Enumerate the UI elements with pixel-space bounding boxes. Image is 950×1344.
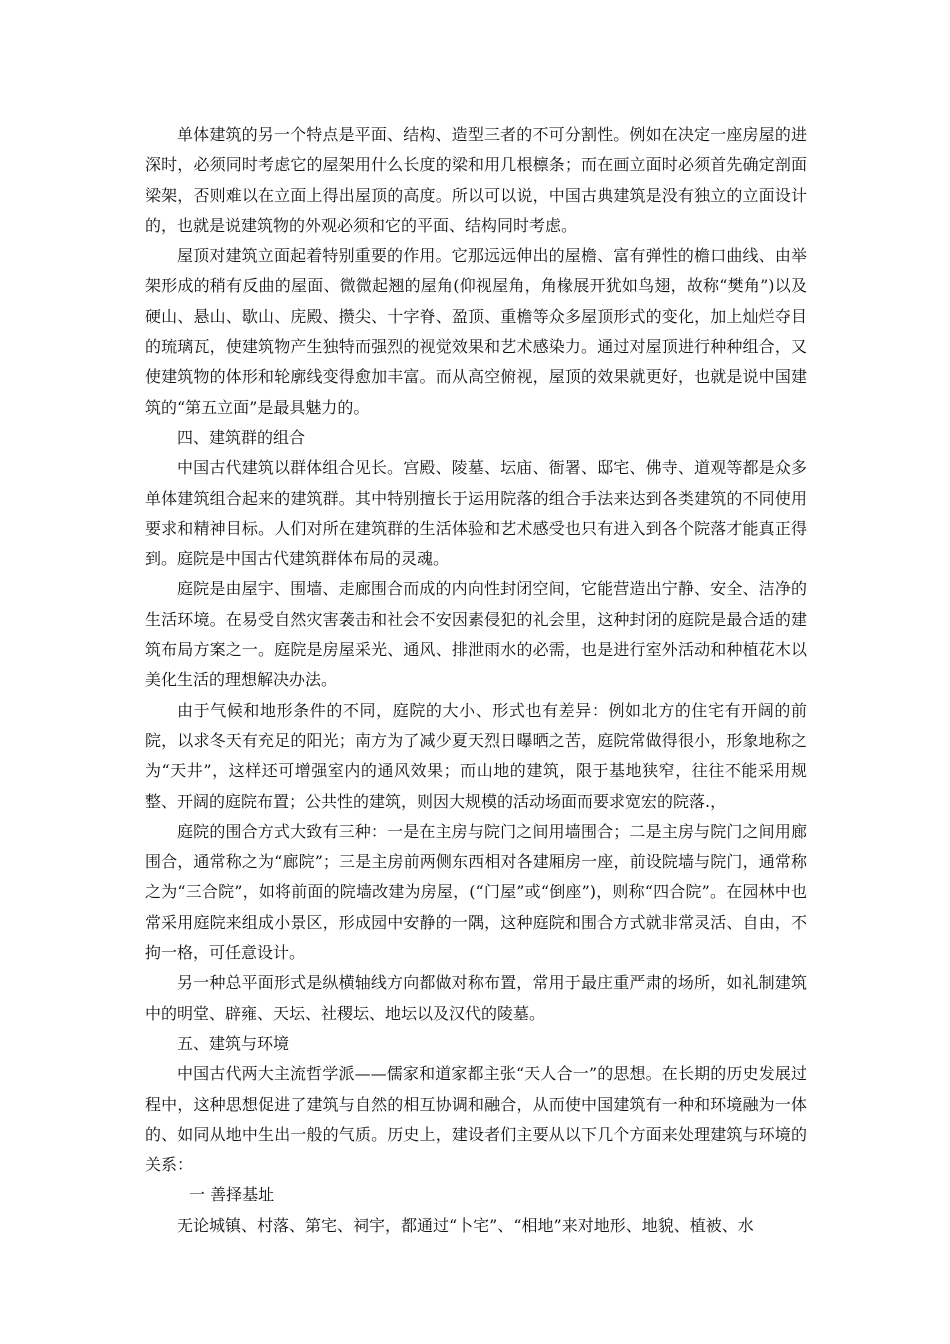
paragraph-harmony-philosophy: 中国古代两大主流哲学派——儒家和道家都主张“天人合一”的思想。在长期的历史发展过程中，这种思想促进了建筑与自然的相互协调和融合，从而使中国建筑有一种和环境融为一体的、如同从地中生出一般的气质。历史上，建设者们主要从以下几个方面来处理建筑与环境的关系： (145, 1064, 807, 1175)
paragraph-roof-role: 屋顶对建筑立面起着特别重要的作用。它那远远伸出的屋檐、富有弹性的檐口曲线、由举架形成的稍有反曲的屋面、微微起翘的屋角(仰视屋角，角椽展开犹如鸟翅，故称“樊角”)以及硬山、悬山、歇山、庑殿、攒尖、十字脊、盈顶、重檐等众多屋顶形式的变化，加上灿烂夺目的琉璃瓦，使建筑物产生独特而强烈的视觉效果和艺术感染力。通过对屋顶进行种种组合，又使建筑物的体形和轮廓线变得愈加丰富。而从高空俯视，屋顶的效果就更好，也就是说中国建筑的“第五立面”是最具魅力的。 (145, 246, 807, 417)
paragraph-single-building-traits: 单体建筑的另一个特点是平面、结构、造型三者的不可分割性。例如在决定一座房屋的进深时，必须同时考虑它的屋架用什么长度的梁和用几根檩条；而在画立面时必须首先确定剖面梁架，否则难以在立面上得出屋顶的高度。所以可以说，中国古典建筑是没有独立的立面设计的，也就是说建筑物的外观必须和它的平面、结构同时考虑。 (145, 125, 807, 235)
section-heading-building-groups: 四、建筑群的组合 (177, 427, 306, 447)
document-body (145, 120, 807, 1241)
paragraph-courtyard-climate: 由于气候和地形条件的不同，庭院的大小、形式也有差异：例如北方的住宅有开阔的前院，以求冬天有充足的阳光；南方为了减少夏天烈日曝晒之苦，庭院常做得很小，形象地称之为“天井”，这样还可增强室内的通风效果；而山地的建筑，限于基地狭窄，往往不能采用规整、开阔的庭院布置；公共性的建筑，则因大规模的活动场面而要求宽宏的院落.， (145, 700, 807, 811)
subheading-site-selection: 一 善择基址 (189, 1185, 275, 1205)
section-heading-architecture-environment: 五、建筑与环境 (177, 1033, 290, 1053)
paragraph-site-selection: 无论城镇、村落、第宅、祠宇，都通过“卜宅”、“相地”来对地形、地貌、植被、水 (177, 1215, 754, 1235)
paragraph-courtyard-enclosure: 庭院的围合方式大致有三种：一是在主房与院门之间用墙围合；二是主房与院门之间用廊围合，通常称之为“廊院”；三是主房前两侧东西相对各建厢房一座，前设院墙与院门，通常称之为“三合院”，如将前面的院墙改建为房屋，(“门屋”或“倒座”)，则称“四合院”。在园林中也常采用庭院来组成小景区，形成园中安静的一隅，这种庭院和围合方式就非常灵活、自由，不拘一格，可任意设计。 (145, 821, 807, 963)
paragraph-symmetric-layout: 另一种总平面形式是纵横轴线方向都做对称布置，常用于最庄重严肃的场所，如礼制建筑中的明堂、辟雍、天坛、社稷坛、地坛以及汉代的陵墓。 (145, 973, 807, 1023)
paragraph-group-composition: 中国古代建筑以群体组合见长。宫殿、陵墓、坛庙、衙署、邸宅、佛寺、道观等都是众多单体建筑组合起来的建筑群。其中特别擅长于运用院落的组合手法来达到各类建筑的不同使用要求和精神目标。人们对所在建筑群的生活体验和艺术感受也只有进入到各个院落才能真正得到。庭院是中国古代建筑群体布局的灵魂。 (145, 458, 807, 569)
paragraph-courtyard-definition: 庭院是由屋宇、围墙、走廊围合而成的内向性封闭空间，它能营造出宁静、安全、洁净的生活环境。在易受自然灾害袭击和社会不安因素侵犯的礼会里，这种封闭的庭院是最合适的建筑布局方案之一。庭院是房屋采光、通风、排泄雨水的必需，也是进行室外活动和种植花木以美化生活的理想解决办法。 (145, 579, 807, 690)
